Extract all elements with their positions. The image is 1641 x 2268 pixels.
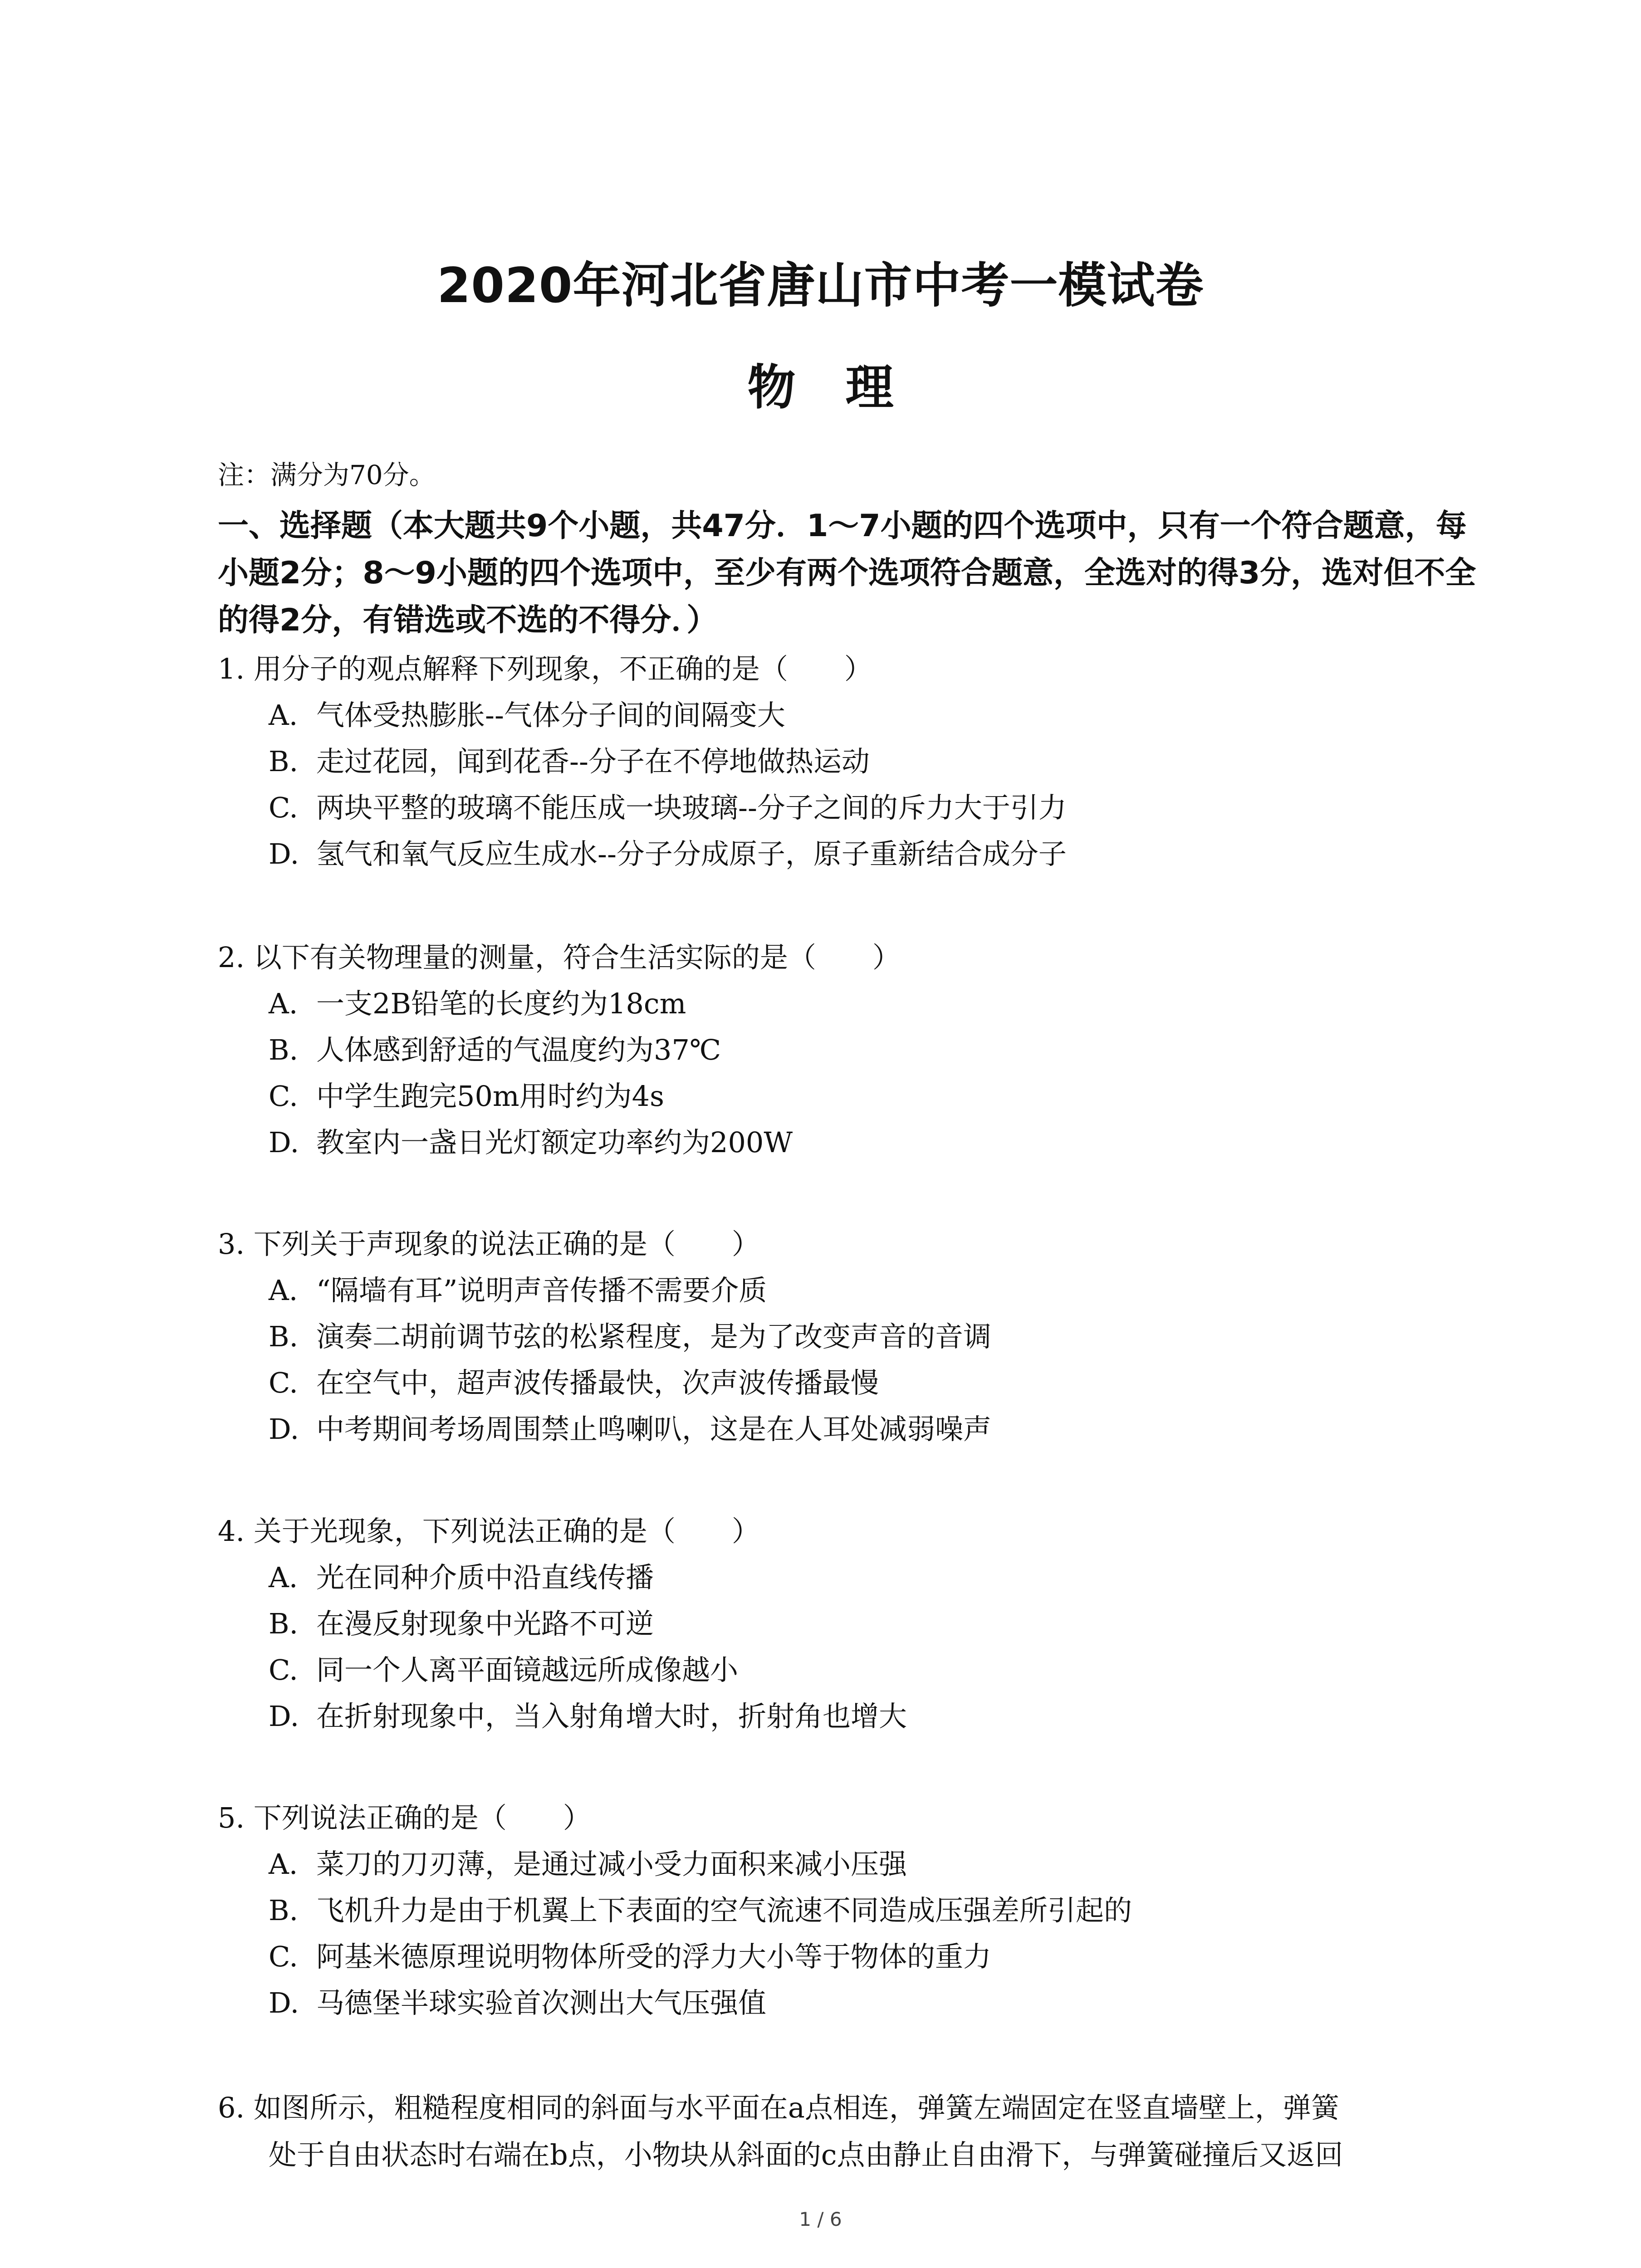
option-text: 飞机升力是由于机翼上下表面的空气流速不同造成压强差所引起的 bbox=[316, 1894, 1132, 1927]
option-d bbox=[218, 831, 1443, 877]
question-stem: 4. 关于光现象，下列说法正确的是（ ） bbox=[218, 1515, 760, 1548]
option-text: 菜刀的刀刃薄，是通过减小受力面积来减小压强 bbox=[316, 1848, 907, 1881]
option-text: 中考期间考场周围禁止鸣喇叭，这是在人耳处减弱噪声 bbox=[316, 1413, 992, 1446]
option-text: 一支2B铅笔的长度约为18cm bbox=[316, 987, 686, 1020]
option-label: D. bbox=[269, 1413, 299, 1446]
option-label: C. bbox=[269, 1080, 298, 1113]
score-note: 注：满分为70分。 bbox=[218, 459, 436, 490]
question-1 bbox=[218, 646, 1443, 877]
subject-title: 物理 bbox=[747, 360, 944, 415]
option-text: 中学生跑完50m用时约为4s bbox=[316, 1080, 664, 1113]
option-label: B. bbox=[269, 1320, 299, 1353]
option-b bbox=[218, 1027, 1443, 1073]
option-text: 在折射现象中，当入射角增大时，折射角也增大 bbox=[316, 1700, 907, 1733]
question-3 bbox=[218, 1221, 1443, 1452]
option-text: 马德堡半球实验首次测出大气压强值 bbox=[316, 1986, 767, 2019]
option-b bbox=[218, 1601, 1443, 1647]
option-a bbox=[218, 692, 1443, 738]
option-c bbox=[218, 1360, 1443, 1406]
page-number: 1 / 6 bbox=[799, 2208, 842, 2230]
option-d bbox=[218, 1980, 1443, 2026]
question-stem: 2. 以下有关物理量的测量，符合生活实际的是（ ） bbox=[218, 941, 901, 974]
option-c bbox=[218, 1934, 1443, 1980]
option-text: 阿基米德原理说明物体所受的浮力大小等于物体的重力 bbox=[316, 1940, 992, 1973]
option-text: 教室内一盏日光灯额定功率约为200W bbox=[316, 1126, 793, 1159]
option-label: D. bbox=[269, 1126, 299, 1159]
exam-title: 2020年河北省唐山市中考一模试卷 bbox=[437, 258, 1204, 313]
question-6 bbox=[218, 2084, 1452, 2179]
option-c bbox=[218, 785, 1443, 831]
option-label: A. bbox=[269, 1848, 298, 1881]
option-c bbox=[218, 1647, 1443, 1693]
option-text: 走过花园，闻到花香--分子在不停地做热运动 bbox=[316, 745, 870, 778]
option-text: 在漫反射现象中光路不可逆 bbox=[316, 1607, 654, 1640]
option-label: B. bbox=[269, 1033, 299, 1066]
option-label: D. bbox=[269, 837, 299, 870]
option-label: A. bbox=[269, 987, 298, 1020]
question-stem: 6. 如图所示，粗糙程度相同的斜面与水平面在a点相连，弹簧左端固定在竖直墙壁上，弹簧 bbox=[218, 2091, 1339, 2124]
question-stem: 5. 下列说法正确的是（ ） bbox=[218, 1801, 591, 1834]
question-4 bbox=[218, 1508, 1443, 1740]
question-2 bbox=[218, 934, 1443, 1166]
question-5 bbox=[218, 1795, 1443, 2026]
option-text: 演奏二胡前调节弦的松紧程度，是为了改变声音的音调 bbox=[316, 1320, 992, 1353]
option-label: B. bbox=[269, 1894, 299, 1927]
option-label: A. bbox=[269, 1274, 298, 1307]
option-b bbox=[218, 738, 1443, 785]
option-text: “隔墙有耳”说明声音传播不需要介质 bbox=[316, 1274, 767, 1307]
option-a bbox=[218, 1267, 1443, 1314]
option-label: B. bbox=[269, 745, 299, 778]
option-d bbox=[218, 1693, 1443, 1740]
question-stem: 3. 下列关于声现象的说法正确的是（ ） bbox=[218, 1227, 760, 1261]
option-d bbox=[218, 1119, 1443, 1166]
question-stem: 1. 用分子的观点解释下列现象，不正确的是（ ） bbox=[218, 652, 872, 685]
option-label: D. bbox=[269, 1986, 299, 2019]
option-label: D. bbox=[269, 1700, 299, 1733]
section-header bbox=[218, 503, 1476, 644]
option-text: 氢气和氧气反应生成水--分子分成原子，原子重新结合成分子 bbox=[316, 837, 1067, 870]
question-stem-continuation: 处于自由状态时右端在b点，小物块从斜面的c点由静止自由滑下，与弹簧碰撞后又返回 bbox=[269, 2138, 1343, 2171]
option-text: 气体受热膨胀--气体分子间的间隔变大 bbox=[316, 699, 785, 732]
option-label: C. bbox=[269, 1653, 298, 1686]
option-label: C. bbox=[269, 1366, 298, 1399]
option-a bbox=[218, 1554, 1443, 1601]
option-text: 两块平整的玻璃不能压成一块玻璃--分子之间的斥力大于引力 bbox=[316, 791, 1067, 824]
section-header-line: 小题2分；8～9小题的四个选项中，至少有两个选项符合题意，全选对的得3分，选对但不全 bbox=[218, 555, 1476, 591]
option-c bbox=[218, 1073, 1443, 1119]
option-label: A. bbox=[269, 1561, 298, 1594]
option-a bbox=[218, 1841, 1443, 1887]
option-label: B. bbox=[269, 1607, 299, 1640]
option-label: C. bbox=[269, 1940, 298, 1973]
section-header-line: 的得2分，有错选或不选的不得分．） bbox=[218, 602, 718, 638]
option-b bbox=[218, 1314, 1443, 1360]
option-text: 光在同种介质中沿直线传播 bbox=[316, 1561, 654, 1594]
option-label: A. bbox=[269, 699, 298, 732]
option-text: 同一个人离平面镜越远所成像越小 bbox=[316, 1653, 739, 1686]
option-b bbox=[218, 1887, 1443, 1934]
option-label: C. bbox=[269, 791, 298, 824]
section-header-line: 一、选择题（本大题共9个小题，共47分．1～7小题的四个选项中，只有一个符合题意，每 bbox=[218, 508, 1467, 544]
option-text: 在空气中，超声波传播最快，次声波传播最慢 bbox=[316, 1366, 879, 1399]
option-text: 人体感到舒适的气温度约为37℃ bbox=[316, 1033, 721, 1066]
option-a bbox=[218, 981, 1443, 1027]
option-d bbox=[218, 1406, 1443, 1452]
